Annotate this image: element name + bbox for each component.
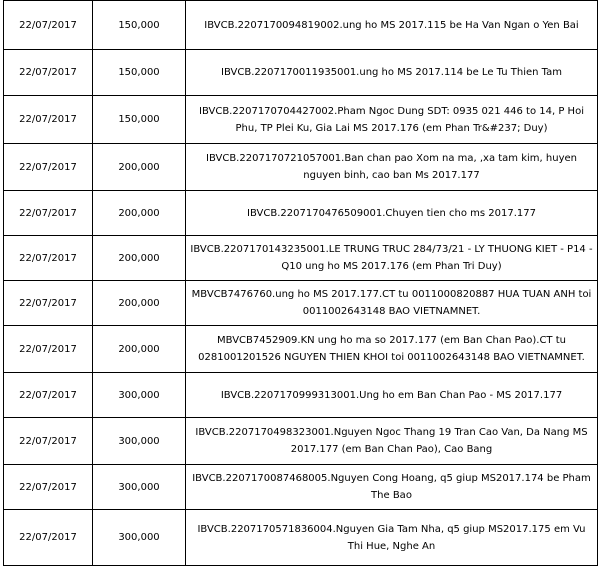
date-cell: 22/07/2017 <box>4 510 93 566</box>
description-cell: IBVCB.2207170571836004.Nguyen Gia Tam Nha, q5 giup MS2017.175 em Vu Thi Hue, Nghe An <box>186 510 598 566</box>
date-cell: 22/07/2017 <box>4 465 93 510</box>
amount-cell: 150,000 <box>93 96 186 144</box>
table-row <box>4 326 598 373</box>
table-row <box>4 50 598 96</box>
table-row <box>4 281 598 326</box>
table-row <box>4 418 598 465</box>
amount-cell: 300,000 <box>93 510 186 566</box>
table-row <box>4 96 598 144</box>
date-cell: 22/07/2017 <box>4 236 93 281</box>
date-cell: 22/07/2017 <box>4 96 93 144</box>
amount-cell: 200,000 <box>93 144 186 191</box>
amount-cell: 300,000 <box>93 465 186 510</box>
table-row <box>4 144 598 191</box>
description-cell: IBVCB.2207170011935001.ung ho MS 2017.114 be Le Tu Thien Tam <box>186 50 598 96</box>
date-cell: 22/07/2017 <box>4 326 93 373</box>
amount-cell: 150,000 <box>93 1 186 50</box>
amount-cell: 150,000 <box>93 50 186 96</box>
date-cell: 22/07/2017 <box>4 281 93 326</box>
description-cell: MBVCB7476760.ung ho MS 2017.177.CT tu 0011000820887 HUA TUAN ANH toi 0011002643148 BAO VIETNAMNET. <box>186 281 598 326</box>
donation-ledger-table <box>3 0 598 566</box>
date-cell: 22/07/2017 <box>4 373 93 418</box>
table-row <box>4 1 598 50</box>
table-row <box>4 373 598 418</box>
date-cell: 22/07/2017 <box>4 1 93 50</box>
table-row <box>4 191 598 236</box>
table-row <box>4 510 598 566</box>
amount-cell: 200,000 <box>93 191 186 236</box>
date-cell: 22/07/2017 <box>4 50 93 96</box>
description-cell: IBVCB.2207170498323001.Nguyen Ngoc Thang 19 Tran Cao Van, Da Nang MS 2017.177 (em Ban Chan Pao), Cao Bang <box>186 418 598 465</box>
description-cell: IBVCB.2207170094819002.ung ho MS 2017.115 be Ha Van Ngan o Yen Bai <box>186 1 598 50</box>
table-row <box>4 465 598 510</box>
description-cell: IBVCB.2207170999313001.Ung ho em Ban Chan Pao - MS 2017.177 <box>186 373 598 418</box>
description-cell: IBVCB.2207170143235001.LE TRUNG TRUC 284/73/21 - LY THUONG KIET - P14 - Q10 ung ho MS 2017.176 (em Phan Tri Duy) <box>186 236 598 281</box>
amount-cell: 300,000 <box>93 373 186 418</box>
amount-cell: 200,000 <box>93 281 186 326</box>
amount-cell: 200,000 <box>93 326 186 373</box>
date-cell: 22/07/2017 <box>4 191 93 236</box>
date-cell: 22/07/2017 <box>4 418 93 465</box>
table-row <box>4 236 598 281</box>
description-cell: MBVCB7452909.KN ung ho ma so 2017.177 (em Ban Chan Pao).CT tu 0281001201526 NGUYEN THIEN KHOI toi 0011002643148 BAO VIETNAMNET. <box>186 326 598 373</box>
description-cell: IBVCB.2207170476509001.Chuyen tien cho ms 2017.177 <box>186 191 598 236</box>
amount-cell: 300,000 <box>93 418 186 465</box>
amount-cell: 200,000 <box>93 236 186 281</box>
description-cell: IBVCB.2207170721057001.Ban chan pao Xom na ma, ,xa tam kim, huyen nguyen binh, cao ban Ms 2017.177 <box>186 144 598 191</box>
date-cell: 22/07/2017 <box>4 144 93 191</box>
description-cell: IBVCB.2207170087468005.Nguyen Cong Hoang, q5 giup MS2017.174 be Pham The Bao <box>186 465 598 510</box>
description-cell: IBVCB.2207170704427002.Pham Ngoc Dung SDT: 0935 021 446 to 14, P Hoi Phu, TP Plei Ku, Gia Lai MS 2017.176 (em Phan Tr&#237; Duy) <box>186 96 598 144</box>
